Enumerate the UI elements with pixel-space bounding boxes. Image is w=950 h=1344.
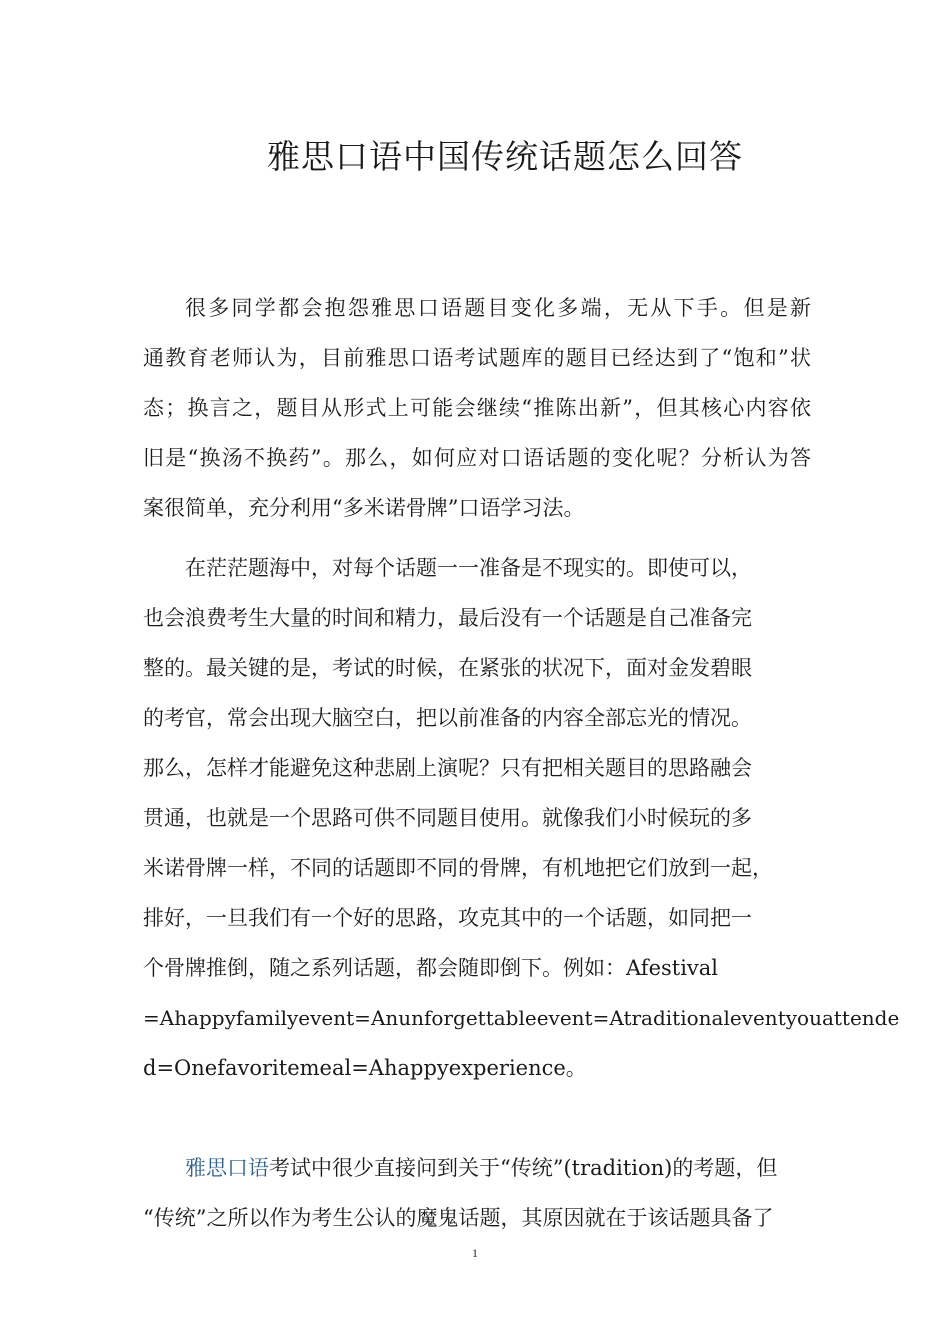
paragraph-3-line: “传统”之所以作为考生公认的魔鬼话题，其原因就在于该话题具备了 [143,1206,774,1230]
paragraph-2-line: 米诺骨牌一样，不同的话题即不同的骨牌，有机地把它们放到一起， [143,856,773,880]
paragraph-2-line: 整的。最关键的是，考试的时候，在紧张的状况下，面对金发碧眼 [143,656,752,680]
paragraph-1-line: 案很简单，充分利用“多米诺骨牌”口语学习法。 [143,496,585,520]
paragraph-2-line: 的考官，常会出现大脑空白，把以前准备的内容全部忘光的情况。 [143,706,752,730]
paragraph-1-line: 通教育老师认为，目前雅思口语考试题库的题目已经达到了“饱和”状 [143,346,811,370]
paragraph-2 [143,543,900,1093]
paragraph-3-line [143,1143,811,1193]
paragraph-1-line: 旧是“换汤不换药”。那么，如何应对口语话题的变化呢？分析认为答 [143,446,811,470]
paragraph-2-line: 在茫茫题海中，对每个话题一一准备是不现实的。即使可以， [185,556,752,580]
paragraph-2-line: 那么，怎样才能避免这种悲剧上演呢？只有把相关题目的思路融会 [143,756,752,780]
document-title: 雅思口语中国传统话题怎么回答 [267,137,743,176]
paragraph-1-line: 很多同学都会抱怨雅思口语题目变化多端，无从下手。但是新 [185,296,811,320]
page-number: 1 [472,1246,478,1260]
paragraph-2-line: =Ahappyfamilyevent=Anunforgettableevent=Atraditionaleventyouattende [143,1006,900,1030]
paragraph-1-line: 态；换言之，题目从形式上可能会继续“推陈出新”，但其核心内容依 [143,396,811,420]
paragraph-3 [143,1143,811,1243]
paragraph-2-line: 排好，一旦我们有一个好的思路，攻克其中的一个话题，如同把一 [143,906,752,930]
paragraph-2-line: 个骨牌推倒，随之系列话题，都会随即倒下。例如：Afestival [143,956,719,980]
paragraph-2-line: 贯通，也就是一个思路可供不同题目使用。就像我们小时候玩的多 [143,806,752,830]
paragraph-2-line: 也会浪费考生大量的时间和精力，最后没有一个话题是自己准备完 [143,606,752,630]
ielts-speaking-link[interactable]: 雅思口语 [185,1156,269,1180]
paragraph-2-line: d=Onefavoritemeal=Ahappyexperience。 [143,1056,587,1080]
paragraph-1 [143,283,811,533]
paragraph-3-line-text: 考试中很少直接问到关于“传统”(tradition)的考题，但 [269,1156,778,1180]
